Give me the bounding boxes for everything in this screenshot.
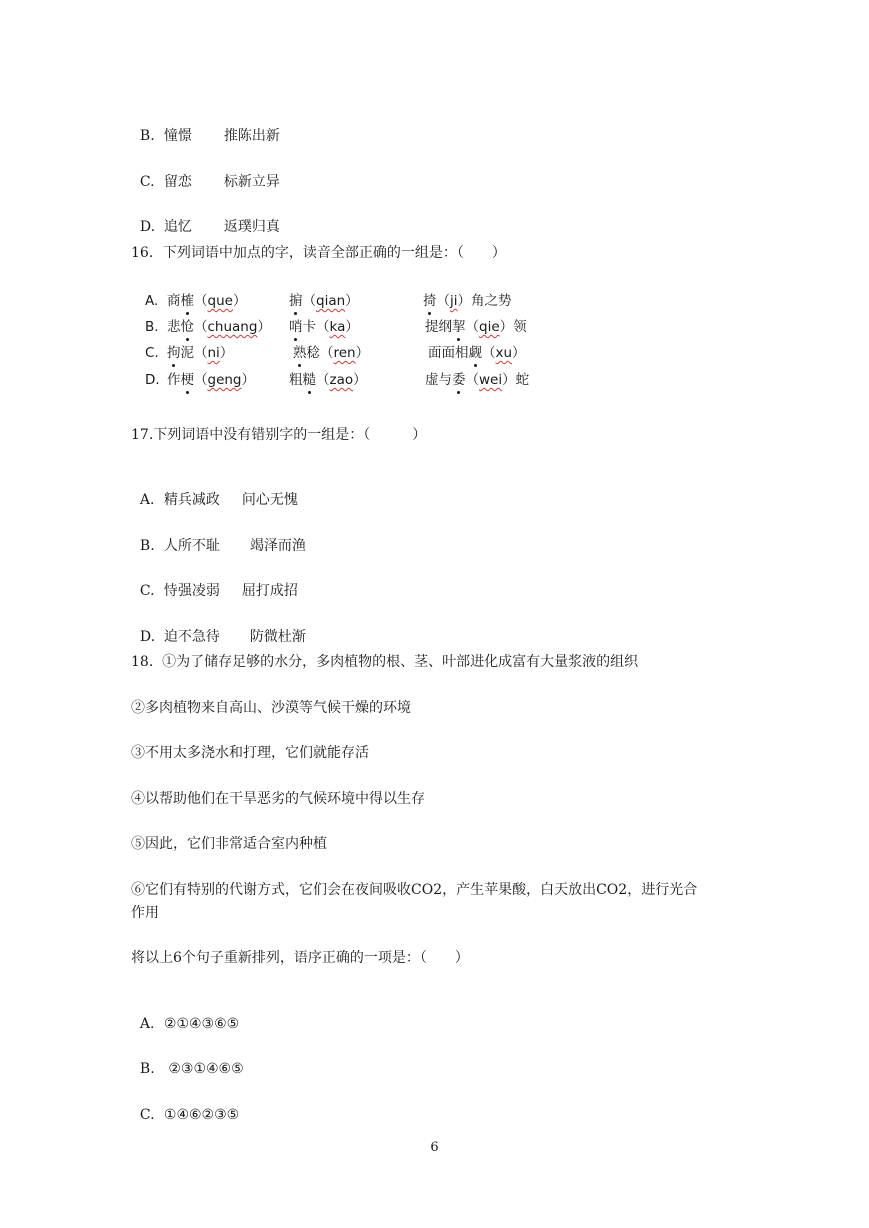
q16-letter: B. — [145, 319, 159, 335]
q17-stem: 17.下列词语中没有错别字的一组是：（ ） — [131, 427, 427, 443]
q16-letter: C. — [145, 345, 159, 361]
q18-sentence-5: ⑤因此，它们非常适合室内种植 — [131, 836, 327, 852]
dotted-char: 挈 — [452, 316, 466, 338]
option-word-1: 留恋 — [163, 174, 192, 190]
dotted-char: 哨 — [289, 316, 303, 338]
word-post: 蛇 — [515, 372, 530, 388]
q18-sentence-2: ②多肉植物来自高山、沙漠等气候干燥的环境 — [131, 700, 411, 716]
word-post: 角之势 — [471, 293, 512, 309]
option-word-2: 屈打成招 — [241, 583, 298, 599]
word-pre: 作 — [167, 372, 181, 388]
dotted-char: 觑 — [469, 342, 483, 364]
option-word-1: 人所不耻 — [163, 538, 220, 554]
pinyin: que — [207, 293, 233, 309]
q16-stem: 16．下列词语中加点的字，读音全部正确的一组是：（ ） — [131, 245, 506, 261]
option-text: ②①④③⑥⑤ — [163, 1016, 240, 1032]
q17-option-c — [131, 561, 298, 601]
option-letter: D. — [139, 629, 156, 645]
q16-row-d — [145, 369, 530, 391]
pinyin: ji — [450, 293, 458, 309]
pinyin: ka — [329, 319, 346, 335]
q17-option-a — [131, 470, 298, 510]
q18-sentence-3: ③不用太多浇水和打理，它们就能存活 — [131, 745, 369, 761]
word-pre: 粗 — [289, 372, 303, 388]
option-word-2: 竭泽而渔 — [249, 538, 306, 554]
word-post: 稔 — [306, 345, 320, 361]
option-word-1: 迫不急待 — [163, 629, 220, 645]
q16-word-2: 熟稔（ren） — [293, 342, 369, 364]
q17-option-b — [131, 516, 306, 556]
q18-option-a — [131, 994, 239, 1034]
option-letter: B. — [139, 1061, 155, 1077]
dotted-char: 拘 — [167, 342, 181, 364]
q18-sentence-6-cont: 作用 — [131, 905, 159, 921]
dotted-char: 榷 — [181, 290, 195, 312]
q16-word-3: 虚与委（wei）蛇 — [425, 369, 529, 391]
dotted-char: 委 — [452, 369, 466, 391]
option-text: ①④⑥②③⑤ — [163, 1107, 240, 1123]
pinyin: ren — [333, 345, 356, 361]
q16-word-1: 作梗（geng） — [167, 369, 255, 391]
option-word-1: 追忆 — [163, 219, 192, 235]
q16-letter: D. — [145, 372, 160, 388]
option-word-2: 返璞归真 — [223, 219, 280, 235]
pinyin: xu — [495, 345, 513, 361]
q16-word-2: 哨卡（ka） — [289, 316, 359, 338]
pinyin: wei — [479, 372, 503, 388]
page-number: 6 — [430, 1140, 439, 1155]
pinyin: geng — [207, 372, 242, 388]
q18-option-b — [131, 1039, 244, 1079]
option-word-1: 精兵减政 — [163, 492, 220, 508]
pinyin: chuang — [207, 319, 258, 335]
option-letter: D. — [139, 219, 156, 235]
option-letter: A. — [139, 1016, 155, 1032]
dotted-char: 掮 — [289, 290, 303, 312]
word-post: 领 — [513, 319, 527, 335]
pinyin: qian — [316, 293, 346, 309]
q18-sentence-4: ④以帮助他们在干旱恶劣的气候环境中得以生存 — [131, 791, 425, 807]
dotted-char: 怆 — [181, 316, 195, 338]
pinyin: zao — [329, 372, 354, 388]
q16-letter: A. — [145, 293, 159, 309]
q16-word-3: 提纲挈（qie）领 — [425, 316, 527, 338]
q16-word-3: 掎（ji）角之势 — [423, 290, 512, 312]
q15-option-c — [131, 152, 280, 192]
option-letter: C. — [139, 174, 155, 190]
word-post: 泥 — [180, 345, 194, 361]
q18-stem: 将以上6个句子重新排列，语序正确的一项是：（ ） — [131, 950, 469, 966]
option-letter: B. — [139, 128, 155, 144]
pinyin: qie — [479, 319, 500, 335]
word-pre: 商 — [167, 293, 181, 309]
option-letter: C. — [139, 583, 155, 599]
word-pre: 悲 — [167, 319, 181, 335]
option-word-2: 防微杜渐 — [249, 629, 306, 645]
q16-word-1: 悲怆（chuang） — [167, 316, 271, 338]
word-pre: 虚与 — [425, 372, 452, 388]
q17-option-d — [131, 607, 306, 647]
q16-word-1: 商榷（que） — [167, 290, 246, 312]
option-letter: C. — [139, 1107, 155, 1123]
word-pre: 面面相 — [428, 345, 469, 361]
dotted-char: 掎 — [423, 290, 437, 312]
option-word-2: 推陈出新 — [223, 128, 280, 144]
option-letter: B. — [139, 538, 155, 554]
option-letter: A. — [139, 492, 155, 508]
q16-word-3: 面面相觑（xu） — [428, 342, 526, 364]
q16-row-c — [145, 342, 526, 364]
q16-options-table — [145, 290, 545, 398]
q15-option-b — [131, 106, 280, 146]
option-text: ②③①④⑥⑤ — [163, 1061, 244, 1077]
q16-row-b — [145, 316, 527, 338]
dotted-char: 糙 — [303, 369, 317, 391]
option-word-1: 憧憬 — [163, 128, 192, 144]
q16-word-2: 掮（qian） — [289, 290, 359, 312]
q18-option-c — [131, 1085, 239, 1125]
q16-word-1: 拘泥（ni） — [167, 342, 233, 364]
word-post: 卡 — [302, 319, 316, 335]
q16-row-a — [145, 290, 512, 312]
q18-sentence-6: ⑥它们有特别的代谢方式，它们会在夜间吸收CO2，产生苹果酸，白天放出CO2，进行光合 — [131, 882, 698, 898]
option-word-1: 恃强凌弱 — [163, 583, 220, 599]
q16-word-2: 粗糙（zao） — [289, 369, 367, 391]
q18-sentence-1: 18. ①为了储存足够的水分，多肉植物的根、茎、叶部进化成富有大量浆液的组织 — [131, 654, 639, 670]
word-pre: 提纲 — [425, 319, 452, 335]
pinyin: ni — [207, 345, 220, 361]
q15-option-d — [131, 197, 280, 237]
dotted-char: 梗 — [181, 369, 195, 391]
option-word-2: 标新立异 — [223, 174, 280, 190]
option-word-2: 问心无愧 — [241, 492, 298, 508]
dotted-char: 熟 — [293, 342, 307, 364]
